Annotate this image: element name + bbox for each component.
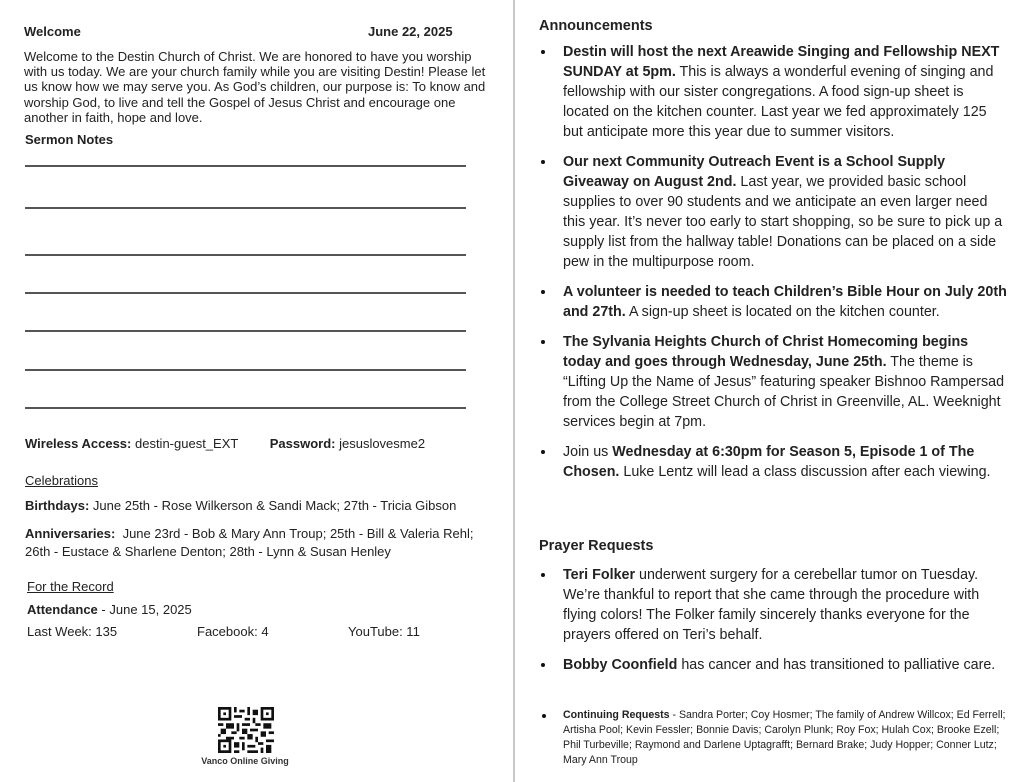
prayer-item xyxy=(539,655,1009,675)
welcome-heading: Welcome xyxy=(24,24,81,39)
attendance-label: Attendance xyxy=(27,602,98,617)
celebrations-heading: Celebrations xyxy=(25,473,98,488)
bullet-icon xyxy=(541,160,545,164)
announcement-text: This is always a wonderful evening of singing and fellowship with our sister congregations. A food sign-up sheet is located on the kitchen counter. Last year we fed approximately 125 but anticipate more this year due to summer visitors. xyxy=(563,64,994,140)
announcement-text: Luke Lentz will lead a class discussion after each viewing. xyxy=(619,464,991,480)
sermon-note-line xyxy=(25,369,466,371)
bullet-icon xyxy=(541,50,545,54)
announcement-highlight: Our next Community Outreach Event is a School Supply Giveaway on August 2nd. xyxy=(563,154,946,190)
youtube-count: YouTube: 11 xyxy=(348,624,420,639)
sermon-note-line xyxy=(25,330,466,332)
birthdays-text: June 25th - Rose Wilkerson & Sandi Mack; 27th - Tricia Gibson xyxy=(92,498,457,513)
announcement-item xyxy=(539,152,1009,272)
wireless-access xyxy=(25,436,425,451)
for-the-record-heading: For the Record xyxy=(27,579,114,594)
attendance xyxy=(27,602,192,617)
prayer-requests-list xyxy=(539,565,1009,685)
prayer-text: has cancer and has transitioned to palliative care. xyxy=(677,657,996,673)
qr-code-icon[interactable] xyxy=(218,707,274,753)
continuing-requests-text xyxy=(563,708,1019,768)
continuing-requests xyxy=(539,708,1019,768)
sermon-note-line xyxy=(25,207,466,209)
announcement-prefix: Join us xyxy=(563,444,613,460)
anniversaries xyxy=(25,525,495,561)
wireless-network: destin-guest_EXT xyxy=(134,436,239,451)
bullet-icon xyxy=(541,573,545,577)
continuing-requests-label: Continuing Requests xyxy=(563,709,670,721)
sermon-note-line xyxy=(25,407,466,409)
anniversaries-text: June 23rd - Bob & Mary Ann Troup; 25th - Bill & Valeria Rehl; 26th - Eustace & Sharlene Denton; 28th - Lynn & Susan Henley xyxy=(25,526,474,559)
wireless-password: jesuslovesme2 xyxy=(339,436,426,451)
qr-caption: Vanco Online Giving xyxy=(201,756,289,766)
sermon-note-line xyxy=(25,292,466,294)
last-week-count: Last Week: 135 xyxy=(27,624,118,639)
bullet-icon xyxy=(541,663,545,667)
announcement-highlight: Wednesday at 6:30pm for Season 5, Episode 1 of The Chosen. xyxy=(563,444,975,480)
bullet-icon xyxy=(541,290,545,294)
bullet-icon xyxy=(541,340,545,344)
birthdays-label: Birthdays: xyxy=(25,498,90,513)
announcements-list xyxy=(539,42,1009,492)
sermon-note-line xyxy=(25,165,466,167)
announcement-text: The theme is “Lifting Up the Name of Jesus” featuring speaker Bishnoo Rampersad from the College Street Church of Christ in Greenville, AL. Weeknight services begin at 7pm. xyxy=(563,354,1005,430)
sermon-note-line xyxy=(25,254,466,256)
announcement-item xyxy=(539,42,1009,142)
prayer-item xyxy=(539,565,1009,645)
announcement-highlight: A volunteer is needed to teach Children’s Bible Hour on July 20th and 27th. xyxy=(563,284,1007,320)
password-label: Password: xyxy=(269,436,336,451)
announcements-heading: Announcements xyxy=(539,18,653,34)
prayer-requests-heading: Prayer Requests xyxy=(539,538,654,554)
announcement-text: Last year, we provided basic school supplies to over 90 students and we anticipate an even larger need this year. It’s never too early to start shopping, so be sure to pick up a supply list from the hallway table! Donations can be placed on a side pew in the multipurpose room. xyxy=(563,174,1003,270)
announcement-highlight: Destin will host the next Areawide Singing and Fellowship NEXT SUNDAY at 5pm. xyxy=(563,44,1000,80)
prayer-text: underwent surgery for a cerebellar tumor on Tuesday. We’re thankful to report that she came through the procedure with flying colors! The Folker family sincerely thanks everyone for the prayers offered on Teri’s behalf. xyxy=(563,567,980,643)
bullet-icon xyxy=(542,714,546,718)
prayer-name: Bobby Coonfield xyxy=(563,657,678,673)
bulletin-date: June 22, 2025 xyxy=(368,24,453,39)
bullet-icon xyxy=(541,450,545,454)
announcement-item xyxy=(539,282,1009,322)
attendance-date: - June 15, 2025 xyxy=(101,602,192,617)
wireless-label: Wireless Access: xyxy=(25,436,132,451)
anniversaries-label: Anniversaries: xyxy=(25,526,116,541)
sermon-notes-heading: Sermon Notes xyxy=(25,132,114,147)
continuing-requests-names: - Sandra Porter; Coy Hosmer; The family of Andrew Willcox; Ed Ferrell; Artisha Pool; Kevin Fessler; Bonnie Davis; Carolyn Plunk; Roy Fox; Hulah Cox; Brooke Ezell; Phil Turbeville; Raymond and Darlene Uptagrafft; Bernard Brake; Judy Hopper; Conner Lutz; Mary Ann Troup xyxy=(563,709,1006,766)
announcement-item xyxy=(539,442,1009,482)
prayer-name: Teri Folker xyxy=(563,567,636,583)
welcome-paragraph: Welcome to the Destin Church of Christ. We are honored to have you worship with us today. We are your church family while you are visiting Destin! Please let us know how we may serve you. As God’s children, our purpose is: To know and worship God, to live and tell the Gospel of Jesus Christ and encourage one another in faith, hope and love. xyxy=(24,49,486,125)
birthdays xyxy=(25,498,505,513)
page-divider xyxy=(513,0,515,782)
announcement-text: A sign-up sheet is located on the kitchen counter. xyxy=(625,304,940,320)
facebook-count: Facebook: 4 xyxy=(197,624,269,639)
announcement-highlight: The Sylvania Heights Church of Christ Homecoming begins today and goes through Wednesday, June 25th. xyxy=(563,334,969,370)
announcement-item xyxy=(539,332,1009,432)
